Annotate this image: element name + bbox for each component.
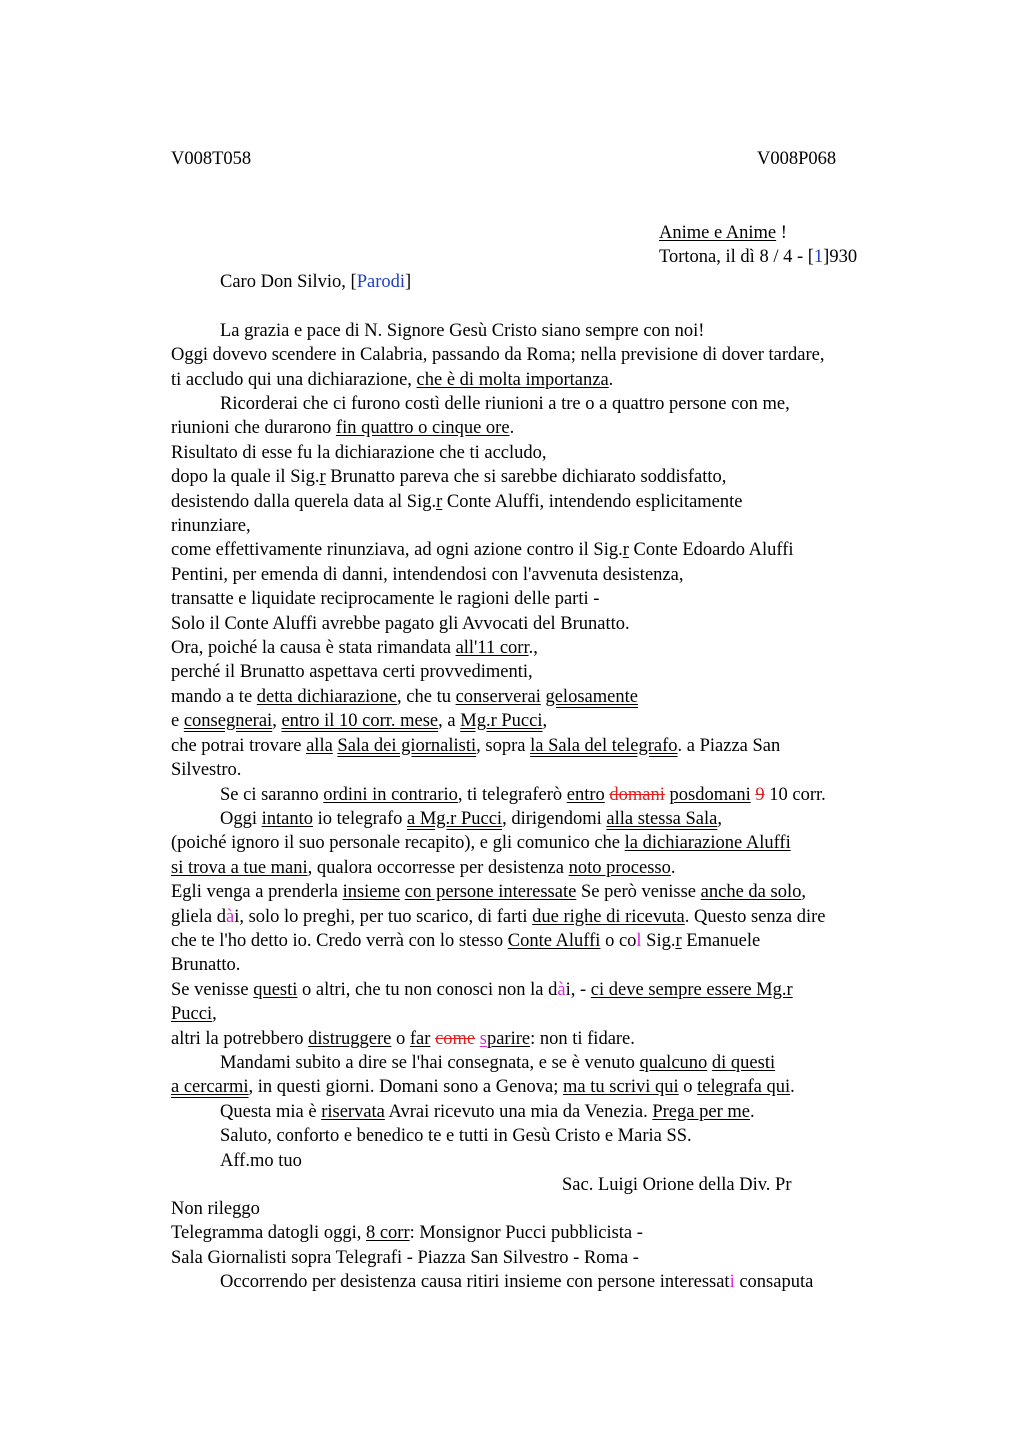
greeting-editor-name: Parodi bbox=[356, 272, 406, 292]
greeting-text: Caro Don Silvio, [ bbox=[220, 272, 357, 292]
text-run: ., bbox=[528, 638, 538, 659]
text-run: e bbox=[171, 711, 184, 732]
emended-char: l bbox=[636, 930, 642, 951]
underlined-text: conserverai bbox=[455, 686, 541, 707]
text-run: . a Piazza San bbox=[677, 735, 781, 756]
body-line bbox=[171, 1075, 911, 1099]
body-line bbox=[171, 368, 911, 392]
underlined-text: 8 corr bbox=[365, 1223, 410, 1244]
text-run: . bbox=[790, 1077, 795, 1098]
text-run: , sopra bbox=[476, 735, 531, 756]
body-line bbox=[171, 1027, 911, 1051]
underlined-text: insieme bbox=[342, 882, 401, 903]
deleted-text: domani bbox=[609, 784, 665, 805]
text-run: desistendo dalla querela data al Sig. bbox=[171, 491, 437, 512]
closing-line: Aff.mo tuo bbox=[220, 1150, 302, 1171]
text-run: Mandami subito a dire se l'hai consegnata, e se è venuto bbox=[220, 1052, 640, 1073]
double-underlined-text: alla stessa Sala bbox=[606, 808, 718, 829]
underlined-text: due righe di ricevuta bbox=[532, 906, 685, 927]
text-run: Sig. bbox=[641, 930, 676, 951]
text-run: , bbox=[801, 882, 806, 903]
body-line bbox=[171, 905, 911, 929]
underlined-text: Conte Aluffi bbox=[507, 930, 601, 951]
double-underlined-text: gelosamente bbox=[545, 686, 638, 707]
header-left-code: V008T058 bbox=[171, 149, 252, 169]
body-line: transatte e liquidate reciprocamente le ragioni delle parti - bbox=[171, 589, 600, 610]
double-underlined-text: consegnerai bbox=[183, 711, 273, 732]
text-run: io telegrafo bbox=[313, 808, 408, 829]
body-line bbox=[171, 538, 911, 562]
text-run: Conte Edoardo Aluffi bbox=[628, 540, 794, 561]
text-run: Brunatto pareva che si sarebbe dichiarato soddisfatto, bbox=[325, 467, 727, 488]
body-line bbox=[171, 831, 911, 855]
underlined-text: si trova a tue mani bbox=[171, 857, 308, 878]
text-run: , bbox=[717, 808, 722, 829]
body-line bbox=[171, 783, 911, 807]
postscript-line: Sala Giornalisti sopra Telegrafi - Piazza San Silvestro - Roma - bbox=[171, 1247, 639, 1268]
date-block bbox=[659, 221, 857, 270]
underlined-text: qualcuno bbox=[639, 1052, 708, 1073]
postscript bbox=[171, 1197, 911, 1295]
text-run: Questa mia è bbox=[220, 1101, 322, 1122]
body-line bbox=[171, 880, 911, 904]
underlined-text: r bbox=[319, 467, 326, 488]
text-run: Telegramma datogli oggi, bbox=[171, 1223, 366, 1244]
postscript-line bbox=[171, 1270, 911, 1294]
body-line bbox=[171, 807, 911, 831]
deleted-text: 9 bbox=[755, 784, 765, 805]
place-date-line bbox=[659, 245, 857, 269]
text-run: Conte Aluffi, intendendo esplicitamente bbox=[442, 491, 743, 512]
text-run: o bbox=[678, 1077, 698, 1098]
letter-body bbox=[171, 270, 911, 1173]
underlined-text: ma tu scrivi qui bbox=[563, 1077, 679, 1098]
text-run: i, - bbox=[565, 979, 591, 1000]
text-run: che potrai trovare bbox=[171, 735, 307, 756]
spacer bbox=[171, 294, 911, 318]
body-line bbox=[171, 734, 911, 758]
underlined-text: all'11 corr bbox=[455, 638, 529, 659]
body-line bbox=[171, 978, 911, 1002]
underlined-text: Pucci bbox=[171, 1004, 213, 1025]
underlined-text: posdomani bbox=[669, 784, 751, 805]
text-run: Avrai ricevuto una mia da Venezia. bbox=[384, 1101, 653, 1122]
text-run: Se però venisse bbox=[576, 882, 701, 903]
underlined-text: intanto bbox=[261, 808, 314, 829]
underlined-text: entro bbox=[566, 784, 605, 805]
text-run: o altri, che tu non conosci non la d bbox=[297, 979, 558, 1000]
underlined-text: la dichiarazione Aluffi bbox=[624, 833, 791, 854]
double-underlined-text: Sala dei giornalisti bbox=[337, 735, 477, 756]
double-underlined-text: a cercarmi bbox=[171, 1077, 249, 1098]
body-line: Solo il Conte Aluffi avrebbe pagato gli Avvocati del Brunatto. bbox=[171, 613, 630, 634]
underlined-text: con persone interessate bbox=[404, 882, 577, 903]
body-line bbox=[171, 416, 911, 440]
body-line bbox=[171, 1051, 911, 1075]
text-run: . bbox=[509, 418, 515, 439]
body-line bbox=[171, 1002, 911, 1026]
body-line: Pentini, per emenda di danni, intendendosi con l'avvenuta desistenza, bbox=[171, 564, 684, 585]
body-line: Oggi dovevo scendere in Calabria, passando da Roma; nella previsione di dover tardare, bbox=[171, 345, 825, 366]
year-rest: ]930 bbox=[823, 247, 858, 268]
motto: Anime e Anime bbox=[659, 223, 777, 243]
body-line: Brunatto. bbox=[171, 955, 241, 976]
text-run: i, solo lo preghi, per tuo scarico, di farti bbox=[234, 906, 533, 927]
text-run: gliela d bbox=[171, 906, 226, 927]
underlined-text: fin quattro o cinque ore bbox=[335, 418, 510, 439]
underlined-text: far bbox=[409, 1028, 431, 1049]
greeting bbox=[171, 270, 911, 294]
text-run: dopo la quale il Sig. bbox=[171, 467, 320, 488]
year-editorial: 1 bbox=[813, 247, 824, 268]
text-run: come effettivamente rinunziava, ad ogni azione contro il Sig. bbox=[171, 540, 623, 561]
underlined-text: noto processo bbox=[568, 857, 671, 878]
text-run: , dirigendomi bbox=[502, 808, 607, 829]
text-run: . bbox=[670, 857, 676, 878]
text-run: Egli venga a prenderla bbox=[171, 882, 343, 903]
underlined-text: detta dichiarazione bbox=[256, 686, 398, 707]
emended-char: à bbox=[557, 979, 566, 1000]
text-run: , bbox=[212, 1004, 217, 1025]
text-run: . Questo senza dire bbox=[684, 906, 826, 927]
text-run: , bbox=[542, 711, 548, 732]
text-run: . bbox=[608, 369, 614, 390]
text-run: mando a te bbox=[171, 686, 257, 707]
place-date: Tortona, il dì 8 / 4 - [ bbox=[659, 247, 814, 268]
body-line bbox=[171, 465, 911, 489]
text-run: . bbox=[749, 1101, 755, 1122]
underlined-text: distruggere bbox=[308, 1028, 392, 1049]
emended-char: à bbox=[225, 906, 235, 927]
text-run: o co bbox=[600, 930, 637, 951]
underlined-text: telegrafa qui bbox=[697, 1077, 791, 1098]
text-run: altri la potrebbero bbox=[171, 1028, 309, 1049]
double-underlined-text: entro il 10 corr. mese bbox=[281, 711, 439, 732]
body-line: Risultato di esse fu la dichiarazione che ti accludo, bbox=[171, 442, 547, 463]
body-line: La grazia e pace di N. Signore Gesù Cristo siano sempre con noi! bbox=[220, 320, 705, 341]
double-underlined-text: Mg.r Pucci bbox=[460, 711, 543, 732]
postscript-line bbox=[171, 1221, 911, 1245]
underlined-text: di questi bbox=[711, 1052, 776, 1073]
underlined-text: ordini in contrario bbox=[323, 784, 458, 805]
text-run: , in questi giorni. Domani sono a Genova; bbox=[248, 1077, 564, 1098]
body-line bbox=[171, 1100, 911, 1124]
greeting-close: ] bbox=[405, 272, 412, 292]
underlined-text: parire bbox=[486, 1028, 531, 1049]
header-right-code: V008P068 bbox=[757, 149, 837, 169]
text-run: che te l'ho detto io. Credo verrà con lo stesso bbox=[171, 930, 508, 951]
underlined-text: anche da solo bbox=[700, 882, 802, 903]
body-line bbox=[171, 856, 911, 880]
double-underlined-text: la Sala del telegrafo bbox=[530, 735, 678, 756]
motto-end: ! bbox=[776, 223, 787, 243]
text-run: , bbox=[272, 711, 282, 732]
text-run: Se ci saranno bbox=[220, 784, 324, 805]
text-run: : Monsignor Pucci pubblicista - bbox=[409, 1223, 643, 1244]
underlined-text: r bbox=[622, 540, 629, 561]
text-run: Oggi bbox=[220, 808, 262, 829]
text-run: ti accludo qui una dichiarazione, bbox=[171, 369, 417, 390]
body-line: Ricorderai che ci furono costì delle riunioni a tre o a quattro persone con me, bbox=[220, 394, 790, 415]
text-run: , qualora occorresse per desistenza bbox=[307, 857, 569, 878]
text-run: riunioni che durarono bbox=[171, 418, 336, 439]
underlined-text: Prega per me bbox=[652, 1101, 750, 1122]
text-run: Se venisse bbox=[171, 979, 254, 1000]
text-run: , a bbox=[438, 711, 461, 732]
underlined-text: che è di molta importanza bbox=[416, 369, 609, 390]
body-line bbox=[171, 685, 911, 709]
underlined-text: questi bbox=[253, 979, 298, 1000]
body-line bbox=[171, 636, 911, 660]
text-run: consaputa bbox=[734, 1272, 814, 1293]
emended-char: i bbox=[729, 1272, 735, 1293]
text-run: , ti telegraferò bbox=[457, 784, 567, 805]
underlined-text: alla bbox=[306, 735, 333, 756]
text-run: Emanuele bbox=[681, 930, 761, 951]
text-run: (poiché ignoro il suo personale recapito), e gli comunico che bbox=[171, 833, 625, 854]
underlined-text: r bbox=[675, 930, 682, 951]
underlined-text: r bbox=[436, 491, 443, 512]
deleted-text: come bbox=[435, 1028, 476, 1049]
postscript-line: Non rileggo bbox=[171, 1199, 260, 1219]
body-line bbox=[171, 929, 911, 953]
emended-char: s bbox=[479, 1028, 487, 1049]
text-run: Occorrendo per desistenza causa ritiri insieme con persone interessat bbox=[220, 1272, 730, 1293]
body-line: Silvestro. bbox=[171, 760, 242, 781]
body-line: perché il Brunatto aspettava certi provvedimenti, bbox=[171, 662, 533, 683]
text-run: o bbox=[391, 1028, 410, 1049]
body-line bbox=[171, 709, 911, 733]
underlined-text: ci deve sempre essere Mg.r bbox=[590, 979, 793, 1000]
underlined-text: riservata bbox=[321, 1101, 385, 1122]
signature: Sac. Luigi Orione della Div. Pr bbox=[562, 1175, 792, 1195]
text-run: : non ti fidare. bbox=[530, 1028, 635, 1049]
body-line bbox=[171, 490, 911, 514]
double-underlined-text: a Mg.r Pucci bbox=[407, 808, 503, 829]
text-run: , che tu bbox=[397, 686, 456, 707]
body-line: Saluto, conforto e benedico te e tutti in Gesù Cristo e Maria SS. bbox=[220, 1126, 692, 1147]
motto-line bbox=[659, 221, 857, 245]
text-run: Ora, poiché la causa è stata rimandata bbox=[171, 638, 456, 659]
body-line: rinunziare, bbox=[171, 516, 251, 537]
text-run: 10 corr. bbox=[764, 784, 826, 805]
